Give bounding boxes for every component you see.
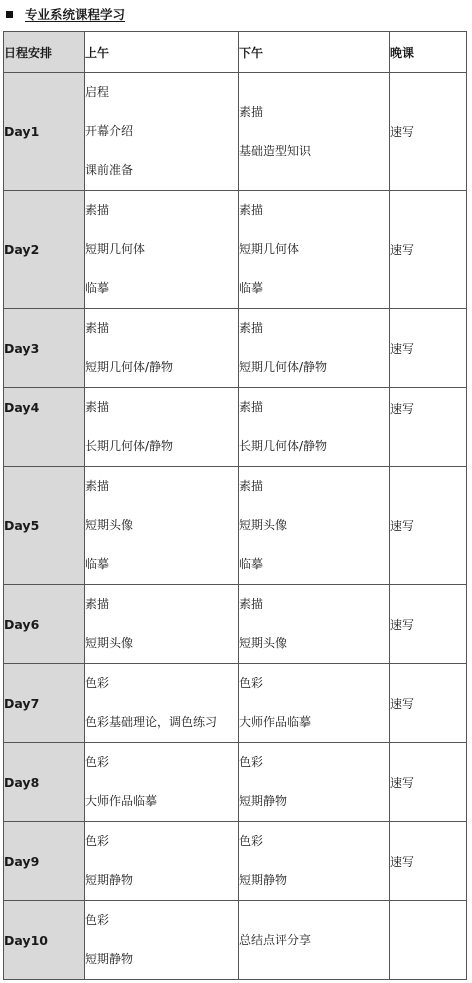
schedule-row xyxy=(4,73,467,191)
afternoon-cell xyxy=(239,585,390,664)
morning-activity: 素描 xyxy=(85,597,110,611)
morning-activity: 开幕介绍 xyxy=(85,124,134,138)
afternoon-activity: 短期几何体 xyxy=(239,242,300,256)
afternoon-cell xyxy=(239,309,390,388)
header-evening: 晚课 xyxy=(390,32,467,73)
schedule-row xyxy=(4,822,467,901)
black-square-icon xyxy=(6,11,13,18)
morning-activity: 素描 xyxy=(85,400,110,414)
schedule-row xyxy=(4,664,467,743)
day-label: Day7 xyxy=(4,664,85,743)
afternoon-cell xyxy=(239,901,390,980)
day-label: Day3 xyxy=(4,309,85,388)
morning-activity: 色彩基础理论，调色练习 xyxy=(85,715,218,729)
header-morning: 上午 xyxy=(85,32,239,73)
afternoon-activity: 素描 xyxy=(239,104,264,119)
morning-activity: 短期头像 xyxy=(85,636,134,650)
evening-cell xyxy=(390,901,467,980)
day-label: Day5 xyxy=(4,467,85,585)
afternoon-activity: 色彩 xyxy=(239,755,264,769)
afternoon-cell xyxy=(239,467,390,585)
afternoon-activity: 色彩 xyxy=(239,834,264,848)
morning-cell xyxy=(85,309,239,388)
day-label: Day1 xyxy=(4,73,85,191)
header-row xyxy=(4,32,467,73)
afternoon-activity: 短期几何体/静物 xyxy=(239,360,328,374)
afternoon-activity: 素描 xyxy=(239,479,264,493)
day-label: Day4 xyxy=(4,388,85,467)
schedule-row xyxy=(4,191,467,309)
morning-cell xyxy=(85,901,239,980)
afternoon-activity: 总结点评分享 xyxy=(239,932,312,947)
morning-cell xyxy=(85,388,239,467)
day-label: Day9 xyxy=(4,822,85,901)
morning-activity: 大师作品临摹 xyxy=(85,794,158,808)
afternoon-activity: 大师作品临摹 xyxy=(239,715,312,729)
evening-cell: 速写 xyxy=(390,73,467,191)
schedule-row xyxy=(4,467,467,585)
day-label: Day10 xyxy=(4,901,85,980)
morning-activity: 色彩 xyxy=(85,913,110,927)
morning-cell xyxy=(85,822,239,901)
section-title: 专业系统课程学习 xyxy=(25,7,126,22)
morning-cell xyxy=(85,73,239,191)
schedule-row xyxy=(4,309,467,388)
afternoon-activity: 色彩 xyxy=(239,676,264,690)
schedule-row xyxy=(4,388,467,467)
morning-activity: 色彩 xyxy=(85,755,110,769)
evening-cell: 速写 xyxy=(390,743,467,822)
afternoon-activity: 短期静物 xyxy=(239,794,288,808)
afternoon-activity: 短期头像 xyxy=(239,518,288,532)
morning-activity: 短期头像 xyxy=(85,518,134,532)
morning-activity: 长期几何体/静物 xyxy=(85,439,174,453)
day-label: Day2 xyxy=(4,191,85,309)
morning-activity: 临摹 xyxy=(85,557,110,571)
day-label: Day6 xyxy=(4,585,85,664)
afternoon-cell xyxy=(239,822,390,901)
morning-activity: 色彩 xyxy=(85,676,110,690)
evening-cell: 速写 xyxy=(390,664,467,743)
afternoon-activity: 临摹 xyxy=(239,281,264,295)
header-afternoon: 下午 xyxy=(239,32,390,73)
course-schedule-table xyxy=(3,31,467,980)
afternoon-activity: 素描 xyxy=(239,400,264,414)
evening-cell: 速写 xyxy=(390,585,467,664)
section-heading xyxy=(6,4,125,24)
morning-activity: 素描 xyxy=(85,203,110,217)
evening-cell: 速写 xyxy=(390,191,467,309)
morning-cell xyxy=(85,743,239,822)
morning-activity: 临摹 xyxy=(85,281,110,295)
morning-activity: 短期静物 xyxy=(85,873,134,887)
afternoon-activity: 素描 xyxy=(239,321,264,335)
morning-activity: 素描 xyxy=(85,479,110,493)
evening-cell: 速写 xyxy=(390,822,467,901)
afternoon-cell xyxy=(239,191,390,309)
schedule-row xyxy=(4,585,467,664)
day-label: Day8 xyxy=(4,743,85,822)
afternoon-cell xyxy=(239,388,390,467)
afternoon-activity: 短期头像 xyxy=(239,636,288,650)
schedule-row xyxy=(4,901,467,980)
morning-cell xyxy=(85,585,239,664)
afternoon-activity: 素描 xyxy=(239,597,264,611)
afternoon-cell xyxy=(239,73,390,191)
afternoon-activity: 基础造型知识 xyxy=(239,143,312,158)
morning-cell xyxy=(85,664,239,743)
morning-activity: 色彩 xyxy=(85,834,110,848)
afternoon-activity: 临摹 xyxy=(239,557,264,571)
header-schedule: 日程安排 xyxy=(4,32,85,73)
afternoon-activity: 素描 xyxy=(239,203,264,217)
morning-activity: 素描 xyxy=(85,321,110,335)
morning-activity: 课前准备 xyxy=(85,163,134,177)
morning-activity: 短期静物 xyxy=(85,952,134,966)
afternoon-cell xyxy=(239,743,390,822)
schedule-row xyxy=(4,743,467,822)
afternoon-cell xyxy=(239,664,390,743)
morning-activity: 短期几何体 xyxy=(85,242,146,256)
evening-cell: 速写 xyxy=(390,309,467,388)
morning-activity: 启程 xyxy=(85,85,110,99)
evening-cell: 速写 xyxy=(390,388,467,467)
morning-cell xyxy=(85,191,239,309)
afternoon-activity: 短期静物 xyxy=(239,873,288,887)
evening-cell: 速写 xyxy=(390,467,467,585)
afternoon-activity: 长期几何体/静物 xyxy=(239,439,328,453)
morning-cell xyxy=(85,467,239,585)
morning-activity: 短期几何体/静物 xyxy=(85,360,174,374)
